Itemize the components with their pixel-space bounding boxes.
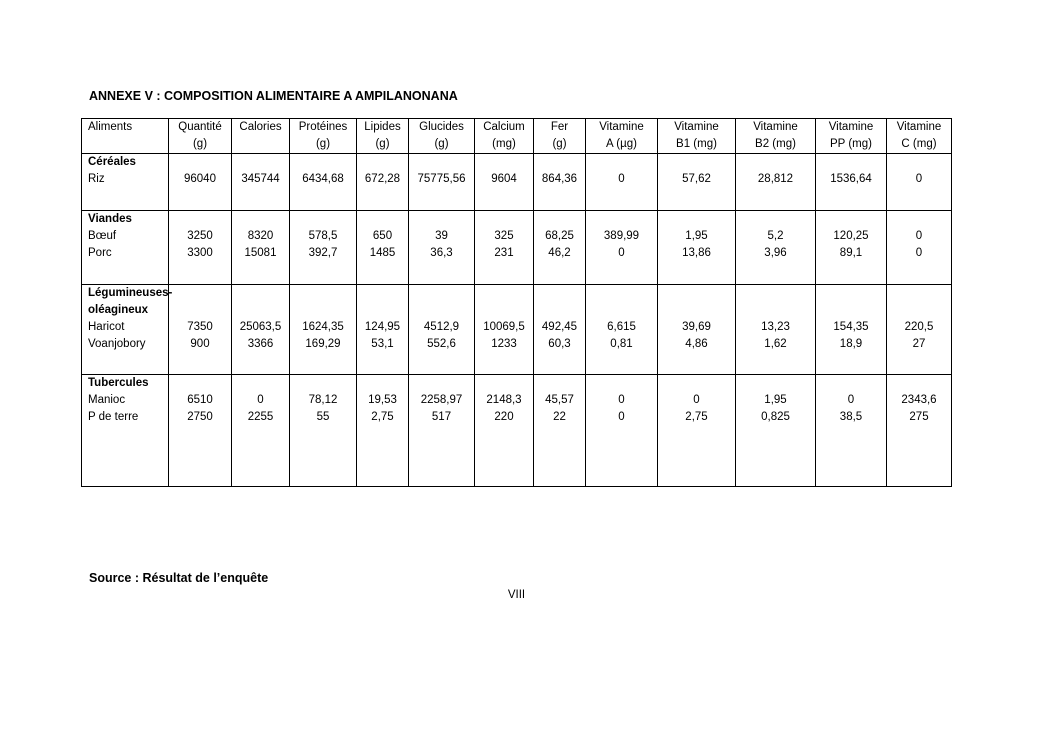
cell-value: 0,825 [761, 411, 790, 423]
spacer [293, 285, 353, 302]
spacer [412, 375, 471, 392]
cell-value: 220 [494, 411, 514, 423]
column-header-text: Vitamine [674, 121, 719, 133]
cell-value: 39,69 [682, 321, 711, 333]
value-cell [409, 375, 475, 487]
cell-value: 1,62 [764, 338, 787, 350]
cell-value: 7350 [187, 321, 213, 333]
spacer [661, 211, 732, 228]
food-composition-table [81, 118, 952, 487]
food-cell [82, 211, 169, 285]
spacer [478, 375, 530, 392]
value-cell [736, 375, 816, 487]
cell-value: 2258,97 [420, 394, 463, 406]
value-cell [887, 375, 952, 487]
cell-value: 13,86 [682, 247, 711, 259]
column-header-text: Quantité [178, 121, 222, 133]
column-header-text: B2 (mg) [755, 138, 796, 150]
cell-value: 28,812 [757, 173, 794, 185]
value-cell [409, 154, 475, 211]
cell-value: 1,95 [685, 230, 708, 242]
table-row [82, 285, 952, 375]
value-cell [658, 154, 736, 211]
spacer [537, 211, 582, 228]
spacer [739, 154, 812, 171]
spacer [360, 211, 405, 228]
column-header-text: (g) [434, 138, 449, 150]
spacer [412, 302, 471, 319]
value-cell [290, 211, 357, 285]
spacer [661, 154, 732, 171]
cell-value: 0 [915, 173, 923, 185]
spacer [412, 211, 471, 228]
cell-value: 1485 [369, 247, 396, 259]
cell-value: 672,28 [364, 173, 401, 185]
table-row [82, 154, 952, 211]
column-header-text: Vitamine [828, 121, 874, 133]
value-cell [586, 285, 658, 375]
spacer [819, 375, 883, 392]
cell-value: 900 [190, 338, 210, 350]
spacer [739, 285, 812, 302]
spacer [890, 302, 948, 319]
value-cell [475, 211, 534, 285]
column-header-text: (mg) [492, 138, 516, 150]
cell-value: 13,23 [761, 321, 790, 333]
column-header-text: A (µg) [606, 138, 637, 150]
spacer [172, 375, 228, 392]
cell-value: 3366 [247, 338, 274, 350]
spacer [661, 375, 732, 392]
spacer [819, 285, 883, 302]
cell-value: 78,12 [308, 394, 338, 406]
food-name: Haricot [88, 321, 125, 333]
cell-value: 154,35 [833, 321, 869, 333]
value-cell [658, 211, 736, 285]
category-label: Légumineuses- [88, 287, 173, 299]
category-label: oléagineux [88, 304, 149, 316]
spacer [819, 302, 883, 319]
column-header-text: Aliments [88, 121, 133, 133]
cell-value: 89,1 [839, 247, 863, 259]
value-cell [169, 375, 232, 487]
value-cell [816, 375, 887, 487]
value-cell [534, 154, 586, 211]
cell-value: 0 [693, 394, 700, 406]
spacer [478, 154, 530, 171]
cell-value: 38,5 [839, 411, 863, 423]
cell-value: 492,45 [541, 321, 578, 333]
cell-value: 392,7 [308, 247, 338, 259]
cell-value: 6,615 [607, 321, 636, 333]
cell-value: 0 [915, 247, 923, 259]
value-cell [357, 375, 409, 487]
value-cell [475, 154, 534, 211]
spacer [360, 302, 405, 319]
cell-value: 3250 [187, 230, 213, 242]
spacer [589, 285, 654, 302]
spacer [589, 211, 654, 228]
column-header [534, 119, 586, 154]
cell-value: 864,36 [541, 173, 578, 185]
value-cell [534, 285, 586, 375]
value-cell [586, 211, 658, 285]
spacer [537, 375, 582, 392]
spacer [739, 375, 812, 392]
spacer [235, 154, 286, 171]
column-header [586, 119, 658, 154]
spacer [293, 211, 353, 228]
column-header-text: (g) [315, 138, 331, 150]
cell-value: 552,6 [427, 338, 456, 350]
column-header [232, 119, 290, 154]
column-header-text: B1 (mg) [676, 138, 717, 150]
cell-value: 46,2 [548, 247, 571, 259]
cell-value: 15081 [244, 247, 277, 259]
cell-value: 325 [494, 230, 514, 242]
cell-value: 96040 [184, 173, 216, 185]
spacer [235, 302, 286, 319]
spacer [589, 302, 654, 319]
cell-value: 53,1 [371, 338, 394, 350]
cell-value: 8320 [247, 230, 274, 242]
spacer [819, 211, 883, 228]
food-name: Bœuf [88, 230, 117, 242]
cell-value: 39 [435, 230, 448, 242]
table-row [82, 375, 952, 487]
food-name: P de terre [88, 411, 139, 423]
spacer [890, 211, 948, 228]
value-cell [169, 285, 232, 375]
column-header-text: Lipides [364, 121, 401, 133]
cell-value: 650 [372, 230, 393, 242]
cell-value: 10069,5 [483, 321, 525, 333]
cell-value: 3300 [187, 247, 213, 259]
cell-value: 389,99 [603, 230, 640, 242]
column-header-text: Protéines [298, 121, 348, 133]
source-note: Source : Résultat de l’enquête [89, 571, 269, 585]
spacer [172, 285, 228, 302]
column-header-text: C (mg) [901, 138, 937, 150]
cell-value: 55 [316, 411, 330, 423]
spacer [537, 285, 582, 302]
spacer [819, 154, 883, 171]
spacer [739, 211, 812, 228]
spacer [293, 375, 353, 392]
cell-value: 517 [431, 411, 452, 423]
value-cell [816, 154, 887, 211]
spacer [890, 154, 948, 171]
spacer [235, 375, 286, 392]
column-header-text: Fer [550, 121, 569, 133]
cell-value: 0 [618, 247, 625, 259]
cell-value: 57,62 [682, 173, 711, 185]
cell-value: 1,95 [764, 394, 787, 406]
value-cell [357, 211, 409, 285]
cell-value: 0 [618, 411, 625, 423]
cell-value: 60,3 [548, 338, 571, 350]
food-cell [82, 375, 169, 487]
spacer [172, 302, 228, 319]
spacer [537, 154, 582, 171]
cell-value: 275 [909, 411, 929, 423]
spacer [589, 375, 654, 392]
table-header-row [82, 119, 952, 154]
spacer [412, 285, 471, 302]
table-body [82, 154, 952, 487]
value-cell [290, 154, 357, 211]
cell-value: 578,5 [308, 230, 338, 242]
value-cell [357, 154, 409, 211]
column-header [475, 119, 534, 154]
column-header-text: (g) [552, 138, 567, 150]
cell-value: 0 [257, 394, 264, 406]
food-cell [82, 285, 173, 375]
spacer [537, 302, 582, 319]
column-header-text: Vitamine [896, 121, 942, 133]
cell-value: 27 [912, 338, 926, 350]
spacer [172, 211, 228, 228]
value-cell [409, 211, 475, 285]
value-cell [736, 285, 816, 375]
value-cell [169, 211, 232, 285]
column-header-text: Vitamine [599, 121, 644, 133]
column-header-text: (g) [192, 138, 208, 150]
cell-value: 9604 [491, 173, 517, 185]
cell-value: 36,3 [430, 247, 453, 259]
cell-value: 75775,56 [417, 173, 466, 185]
value-cell [169, 154, 232, 211]
page-number: VIII [507, 589, 526, 601]
spacer [360, 154, 405, 171]
column-header [658, 119, 736, 154]
food-name: Manioc [88, 394, 126, 406]
cell-value: 0 [618, 394, 625, 406]
cell-value: 120,25 [833, 230, 869, 242]
value-cell [232, 375, 290, 487]
value-cell [232, 154, 290, 211]
value-cell [534, 211, 586, 285]
category-label: Tubercules [88, 377, 149, 389]
column-header [816, 119, 887, 154]
value-cell [887, 154, 952, 211]
spacer [235, 211, 286, 228]
spacer [890, 285, 948, 302]
value-cell [586, 375, 658, 487]
column-header [736, 119, 816, 154]
value-cell [586, 154, 658, 211]
value-cell [232, 211, 290, 285]
value-cell [475, 285, 534, 375]
value-cell [658, 375, 736, 487]
value-cell [475, 375, 534, 487]
cell-value: 231 [494, 247, 514, 259]
spacer [235, 285, 286, 302]
cell-value: 2148,3 [486, 394, 522, 406]
cell-value: 2343,6 [901, 394, 937, 406]
value-cell [409, 285, 475, 375]
category-label: Viandes [88, 213, 132, 225]
food-name: Porc [88, 247, 112, 259]
cell-value: 345744 [241, 173, 280, 185]
spacer [360, 285, 405, 302]
cell-value: 68,25 [545, 230, 574, 242]
value-cell [534, 375, 586, 487]
spacer [890, 375, 948, 392]
cell-value: 0,81 [610, 338, 633, 350]
spacer [661, 285, 732, 302]
spacer [293, 302, 353, 319]
value-cell [290, 375, 357, 487]
spacer [360, 375, 405, 392]
value-cell [887, 211, 952, 285]
cell-value: 0 [915, 230, 923, 242]
column-header [169, 119, 232, 154]
food-name: Riz [88, 173, 105, 185]
column-header [290, 119, 357, 154]
cell-value: 220,5 [904, 321, 934, 333]
spacer [478, 285, 530, 302]
food-cell [82, 154, 169, 211]
value-cell [887, 285, 952, 375]
column-header-text: Calcium [483, 121, 525, 133]
value-cell [357, 285, 409, 375]
cell-value: 22 [553, 411, 566, 423]
cell-value: 1624,35 [302, 321, 344, 333]
cell-value: 4512,9 [423, 321, 460, 333]
table-row [82, 211, 952, 285]
column-header [82, 119, 169, 154]
spacer [478, 211, 530, 228]
cell-value: 0 [618, 173, 625, 185]
value-cell [658, 285, 736, 375]
value-cell [736, 154, 816, 211]
spacer [661, 302, 732, 319]
cell-value: 2,75 [371, 411, 394, 423]
column-header-text: Calories [239, 121, 282, 133]
column-header [409, 119, 475, 154]
column-header [887, 119, 952, 154]
category-label: Céréales [88, 156, 136, 168]
cell-value: 2255 [247, 411, 274, 423]
column-header-text: Glucides [419, 121, 464, 133]
cell-value: 1536,64 [830, 173, 872, 185]
cell-value: 0 [847, 394, 855, 406]
column-header [357, 119, 409, 154]
cell-value: 6510 [187, 394, 213, 406]
cell-value: 124,95 [364, 321, 401, 333]
cell-value: 2750 [187, 411, 213, 423]
cell-value: 6434,68 [302, 173, 344, 185]
cell-value: 45,57 [545, 394, 574, 406]
value-cell [232, 285, 290, 375]
column-header-text: PP (mg) [830, 138, 872, 150]
cell-value: 5,2 [767, 230, 784, 242]
document-title: ANNEXE V : COMPOSITION ALIMENTAIRE A AMPILANONANA [89, 89, 458, 103]
cell-value: 19,53 [368, 394, 397, 406]
value-cell [290, 285, 357, 375]
cell-value: 169,29 [305, 338, 341, 350]
column-header-text: Vitamine [753, 121, 798, 133]
spacer [739, 302, 812, 319]
cell-value: 2,75 [685, 411, 708, 423]
value-cell [816, 211, 887, 285]
spacer [478, 302, 530, 319]
cell-value: 25063,5 [239, 321, 282, 333]
spacer [172, 154, 228, 171]
spacer [589, 154, 654, 171]
cell-value: 18,9 [839, 338, 863, 350]
cell-value: 1233 [491, 338, 517, 350]
value-cell [816, 285, 887, 375]
food-name: Voanjobory [88, 338, 146, 350]
cell-value: 3,96 [764, 247, 787, 259]
spacer [293, 154, 353, 171]
value-cell [736, 211, 816, 285]
spacer [412, 154, 471, 171]
cell-value: 4,86 [685, 338, 708, 350]
column-header-text: (g) [375, 138, 390, 150]
